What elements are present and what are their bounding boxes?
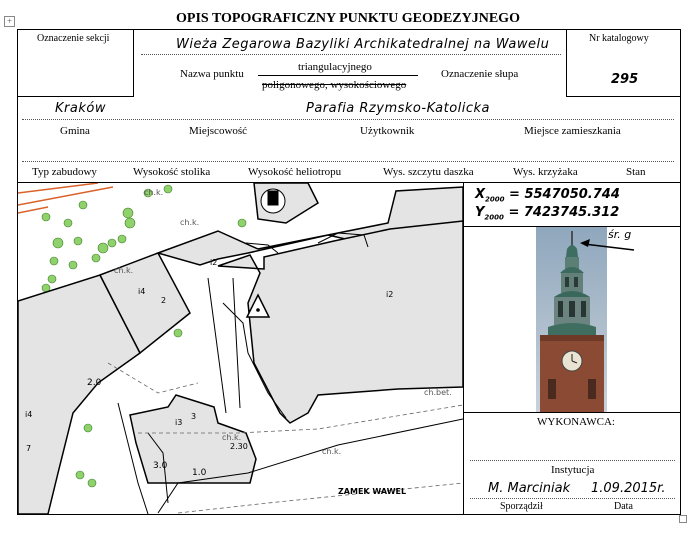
- map-label-ch6: ch.bet.: [424, 388, 452, 397]
- map-label-ch3: ch.k.: [114, 266, 134, 275]
- point-name-value: Wieża Zegarowa Bazyliki Archikatedralnej na Wawelu: [176, 37, 550, 52]
- table-height-label: Wysokość stolika: [133, 166, 211, 178]
- tower-photo: [536, 227, 607, 412]
- map-label-ch4: ch.k.: [222, 433, 242, 442]
- map-label-i2a: i2: [210, 258, 218, 267]
- map-label-i4b: i4: [25, 410, 33, 419]
- document-title: OPIS TOPOGRAFICZNY PUNKTU GEODEZYJNEGO: [176, 11, 520, 26]
- y-coordinate: $Y_{2000} = 7423745.312$: [475, 205, 620, 222]
- locality-label: Miejscowość: [189, 125, 248, 137]
- heliotrope-height-label: Wysokość heliotropu: [248, 166, 342, 178]
- status-label: Stan: [626, 166, 646, 178]
- map-label-2-30: 2.30: [230, 442, 248, 451]
- point-type-top: triangulacyjnego: [298, 61, 372, 73]
- map-label-3-0: 3.0: [153, 461, 168, 471]
- institution-label: Instytucja: [551, 464, 595, 476]
- map-label-i3: i3: [175, 418, 183, 427]
- contractor-label: WYKONAWCA:: [537, 416, 615, 428]
- point-type-bottom: poligonowego, wysokościowego: [262, 79, 407, 91]
- map-label-i4a: i4: [138, 287, 146, 296]
- map-label-7: 7: [26, 444, 32, 453]
- catalog-label: Nr katalogowy: [589, 33, 649, 44]
- table-resize-handle[interactable]: [679, 515, 687, 523]
- catalog-number: 295: [611, 72, 639, 87]
- map-label-ch2: ch.k.: [180, 218, 200, 227]
- author-value: M. Marciniak: [488, 481, 571, 496]
- cross-height-label: Wys. krzyżaka: [513, 166, 578, 178]
- map-label-2-0: 2.0: [87, 378, 102, 388]
- date-value: 1.09.2015r.: [591, 481, 666, 496]
- street-label: ZAMEK WAWEL: [338, 487, 407, 496]
- table-move-handle[interactable]: +: [4, 16, 15, 27]
- gmina-value: Kraków: [55, 101, 106, 116]
- author-label: Sporządził: [500, 501, 543, 512]
- user-label: Użytkownik: [360, 125, 415, 137]
- point-name-label: Nazwa punktu: [180, 68, 244, 80]
- user-value: Parafia Rzymsko-Katolicka: [306, 101, 491, 116]
- section-label: Oznaczenie sekcji: [37, 33, 110, 44]
- gmina-label: Gmina: [60, 125, 90, 137]
- map-label-2: 2: [161, 296, 167, 305]
- pillar-label: Oznaczenie słupa: [441, 68, 519, 80]
- map-label-3: 3: [191, 412, 197, 421]
- residence-label: Miejsce zamieszkania: [524, 125, 621, 137]
- map-label-ch5: ch.k.: [322, 447, 342, 456]
- x-coordinate: $X_{2000} = 5547050.744$: [475, 187, 620, 204]
- map-label-i2b: i2: [386, 290, 394, 299]
- building-type-label: Typ zabudowy: [32, 166, 97, 178]
- site-map: [18, 183, 463, 514]
- photo-annotation: śr. g: [608, 228, 632, 241]
- date-label: Data: [614, 501, 633, 512]
- map-label-ch1: ch.k.: [144, 188, 164, 197]
- roof-height-label: Wys. szczytu daszka: [383, 166, 474, 178]
- map-label-1-0: 1.0: [192, 468, 207, 478]
